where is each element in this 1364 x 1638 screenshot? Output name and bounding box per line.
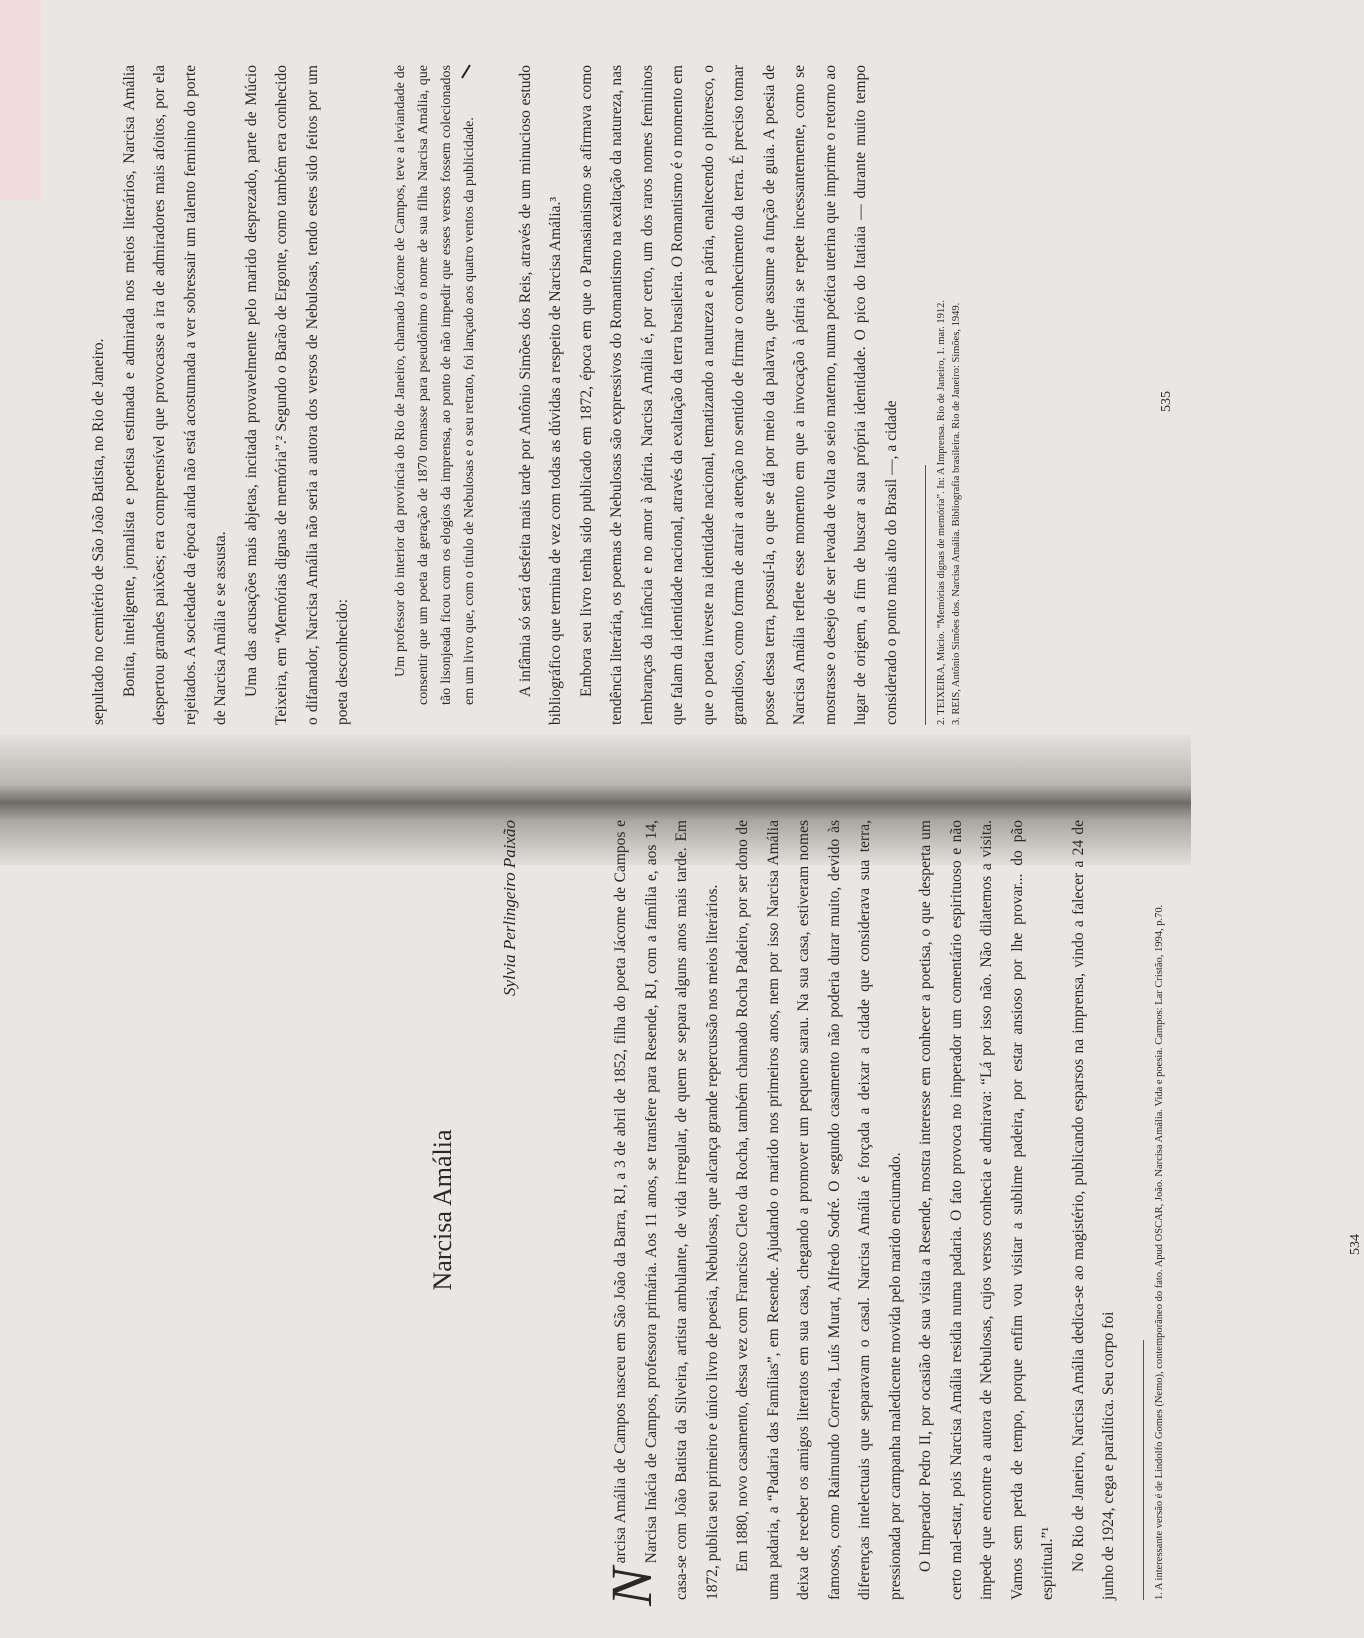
- drop-cap: N: [599, 1567, 664, 1606]
- footnote: 2. TEIXEIRA, Múcio. “Memórias dignas de memória”. In: A Imprensa. Rio de Janeiro, 1. mar. 1912.: [936, 300, 947, 725]
- paragraph: Bonita, inteligente, jornalista e poetisa estimada e admirada nos meios literários, Narcisa Amália despertou grandes paixões; era compreensível que provocasse a ira de admiradores mais afoitos, por ela rejeitados. A sociedade da época ainda não está acostumada a ver sobressair um talento feminino do porte de Narcisa Amália e se assusta.: [120, 65, 229, 725]
- page-534: [268, 820, 1363, 1606]
- paragraph: No Rio de Janeiro, Narcisa Amália dedica-se ao magistério, publicando esparsos na imprensa, vindo a falecer a 24 de junho de 1924, cega e paralítica. Seu corpo foi: [1069, 820, 1117, 1600]
- footnote-rule: [1143, 1340, 1152, 1600]
- page-number: 535: [1159, 391, 1174, 412]
- block-quote: Um professor do interior da província do Rio de Janeiro, chamado Jácome de Campos, teve a leviandade de consentir que um poeta da geração de 1870 tomasse para pseudônimo o nome de sua filha Narcisa Amália, que tão lisonjeada ficou com os elogios da imprensa, ao ponto de não impedir que esses versos fossem colecionados em um livro que, com o título de Nebulosas e o seu retrato, foi lançado aos quatro ventos da publicidade.: [392, 65, 477, 705]
- pen-mark-icon: [460, 64, 472, 80]
- paragraph-with-dropcap: [599, 820, 728, 1606]
- page-535-body: [84, 65, 907, 725]
- paragraph: sepultado no cemitério de São João Batista, no Rio de Janeiro.: [90, 338, 107, 725]
- paragraph: O Imperador Pedro II, por ocasião de sua visita a Resende, mostra interesse em conhecer a poetisa, o que desperta um certo mal-estar, pois Narcisa Amália residia numa padaria. O fato provoca no imperador um comentário espirituoso e não impede que encontre a autora de Nebulosas, cujos versos conhecia e admirava: “Lá por isso não. Não dilatemos a visita. Vamos sem perda de tempo, porque enfim vou visitar a sublime padeira, por estar ansioso por lhe provar... do pão espiritual.”¹: [917, 820, 1056, 1600]
- paragraph: A infâmia só será desfeita mais tarde por Antônio Simões dos Reis, através de um minucioso estudo bibliográfico que termina de vez com todas as dúvidas a respeito de Narcisa Amália.³: [516, 65, 564, 725]
- paragraph: arcisa Amália de Campos nasceu em São João da Barra, RJ, a 3 de abril de 1852, filha do poeta Jácome de Campos e Narcisa Inácia de Campos, professora primária. Aos 11 anos, se transfere para Resende, RJ, com a família e, aos 14, casa-se com João Batista da Silveira, artista ambulante, de vida irregular, de quem se separa alguns anos mais tarde. Em 1872, publica seu primeiro e único livro de poesia, Nebulosas, que alcança grande repercussão nos meios literários.: [612, 820, 721, 1600]
- author-name: Sylvia Perlingeiro Paixão: [500, 820, 519, 996]
- page-534-body: [599, 820, 1125, 1606]
- footnote: 3. REIS, Antônio Simões dos. Narcisa Amália. Bibliografia brasileira. Rio de Janeiro: Simões, 1949.: [951, 302, 962, 725]
- paragraph: Embora seu livro tenha sido publicado em 1872, época em que o Parnasianismo se afirmava como tendência literária, os poemas de Nebulosas são expressivos do Romantismo na exaltação da natureza, nas lembranças da infância e no amor à pátria. Narcisa Amália é, por certo, um dos raros nomes femininos que falam da identidade nacional, através da exaltação da terra brasileira. O Romantismo é o momento em que o poeta investe na identidade nacional, tematizando a natureza e a pátria, enaltecendo o pitoresco, o grandioso, como forma de atrair a atenção no sentido de firmar o conhecimento da terra. É preciso tomar posse dessa terra, possuí-la, o que se dá por meio da palavra, que assume a função de guia. A poesia de Narcisa Amália reflete esse momento em que a invocação à pátria se repete incessantemente, como se mostrasse o desejo de ser levada de volta ao seio materno, numa poética uterina que imprime o retorno ao lugar de origem, a fim de buscar a sua própria identidade. O pico do Itatiaia — durante muito tempo considerado o ponto mais alto do Brasil —, a cidade: [577, 65, 900, 725]
- page-535: [84, 65, 1174, 725]
- footnote: 1. A interessante versão é de Lindolfo Gomes (Nemo), contemporâneo do fato. Apud OSCAR, João. Narcisa Amália. Vida e poesia. Campos: Lar Cristão, 1994, p.70.: [1153, 904, 1165, 1600]
- book-spread: [28, 0, 1363, 1638]
- chapter-title: Narcisa Amália: [428, 1129, 457, 1291]
- page-number: 534: [1348, 1234, 1363, 1255]
- footnote-rule: [925, 465, 934, 725]
- paragraph: Uma das acusações mais abjetas, incitada provavelmente pelo marido desprezado, parte de Múcio Teixeira, em “Memórias dignas de memória”.² Segundo o Barão de Ergonte, como também era conhecido o difamador, Narcisa Amália não seria a autora dos versos de Nebulosas, tendo estes sido feitos por um poeta desconhecido:: [242, 65, 351, 725]
- paragraph: Em 1880, novo casamento, dessa vez com Francisco Cleto da Rocha, também chamado Rocha Padeiro, por ser dono de uma padaria, a “Padaria das Famílias”, em Resende. Ajudando o marido nos primeiros anos, nem por isso Narcisa Amália deixa de receber os amigos literatos em sua casa, chegando a promover um pequeno sarau. Na sua casa, estiveram nomes famosos, como Raimundo Correia, Luís Murat, Alfredo Sodré. O segundo casamento não poderia durar muito, devido às diferenças intelectuais que separavam o casal. Narcisa Amália é forçada a deixar a cidade que considerava sua terra, pressionada por campanha maledicente movida pelo marido enciumado.: [734, 820, 904, 1600]
